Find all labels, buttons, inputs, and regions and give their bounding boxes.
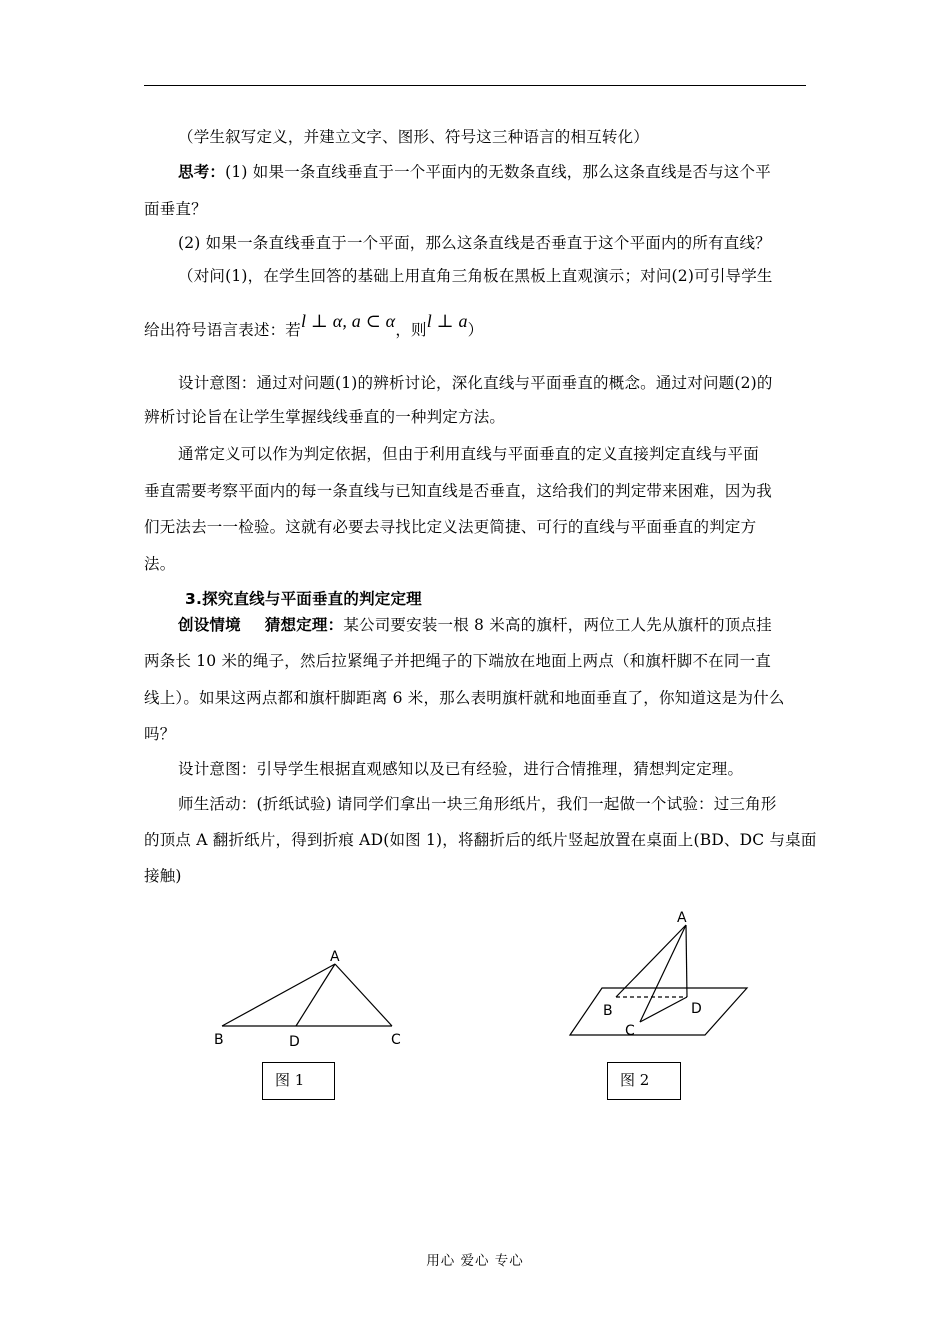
paragraph-scenario [178, 615, 840, 635]
page-footer: 用心 爱心 专心 [426, 1253, 524, 1269]
label-a: A [677, 910, 687, 926]
section-heading: 3.探究直线与平面垂直的判定定理 [185, 590, 422, 608]
label-b: B [603, 1003, 613, 1019]
label-c: C [625, 1023, 635, 1039]
label-d: D [289, 1034, 300, 1050]
paragraph-think-q1 [178, 162, 840, 182]
edge-ac [335, 964, 392, 1026]
edge-ab [222, 964, 335, 1026]
figure-2-folded-triangle [560, 905, 760, 1045]
paragraph-design-intent-1-cont: 辨析讨论旨在让学生掌握线线垂直的一种判定方法。 [144, 408, 506, 426]
paragraph-think-q1-cont: 面垂直？ [144, 200, 207, 218]
figure-1-caption: 图 1 [275, 1071, 305, 1089]
symbolic-prefix: 给出符号语言表述：若 [144, 321, 302, 339]
math-condition: l ⊥ α, a ⊂ α [301, 311, 396, 331]
figure-1-caption-box [262, 1062, 335, 1100]
paragraph-teacher-note: （对问(1)，在学生回答的基础上用直角三角板在黑板上直观演示；对问(2)可引导学生 [178, 267, 773, 285]
scenario-text: 某公司要安装一根 8 米高的旗杆，两位工人先从旗杆的顶点挂 [343, 616, 772, 634]
paragraph-symbolic-statement [144, 311, 806, 340]
paragraph-student-definition: （学生叙写定义，并建立文字、图形、符号这三种语言的相互转化） [178, 128, 650, 146]
edge-ab [616, 925, 686, 997]
paragraph-definition-reasoning: 通常定义可以作为判定依据，但由于利用直线与平面垂直的定义直接判定直线与平面 [178, 445, 759, 463]
figure-2-caption: 图 2 [620, 1071, 650, 1089]
label-b: B [214, 1032, 224, 1048]
figure-2-caption-box [607, 1062, 681, 1100]
paragraph-scenario-l4: 吗？ [144, 725, 176, 743]
edge-ac [640, 925, 686, 1022]
paragraph-definition-reasoning-l4: 法。 [144, 555, 176, 573]
edge-ad [686, 925, 687, 997]
label-d: D [691, 1001, 702, 1017]
paragraph-think-q2: (2) 如果一条直线垂直于一个平面，那么这条直线是否垂直于这个平面内的所有直线？ [178, 234, 771, 252]
edge-dc [640, 997, 687, 1022]
symbolic-suffix: ） [467, 321, 484, 339]
paragraph-scenario-l2: 两条长 10 米的绳子，然后拉紧绳子并把绳子的下端放在地面上两点（和旗杆脚不在同一直 [144, 652, 771, 670]
paragraph-definition-reasoning-l2: 垂直需要考察平面内的每一条直线与已知直线是否垂直，这给我们的判定带来困难，因为我 [144, 482, 773, 500]
think-label: 思考： [178, 162, 226, 181]
paragraph-activity-l3: 接触) [144, 867, 182, 885]
label-c: C [391, 1032, 401, 1048]
math-conclusion: l ⊥ a [426, 311, 468, 331]
scenario-label: 创设情境 [178, 615, 241, 634]
paragraph-definition-reasoning-l3: 们无法去一一检验。这就有必要去寻找比定义法更简捷、可行的直线与平面垂直的判定方 [144, 518, 757, 536]
paragraph-scenario-l3: 线上）。如果这两点都和旗杆脚距离 6 米，那么表明旗杆就和地面垂直了，你知道这是为什么 [144, 689, 785, 707]
label-a: A [330, 949, 340, 965]
paragraph-activity-l2: 的顶点 A 翻折纸片，得到折痕 AD(如图 1)，将翻折后的纸片竖起放置在桌面上(BD、DC 与桌面 [144, 831, 817, 849]
paragraph-design-intent-2: 设计意图：引导学生根据直观感知以及已有经验，进行合情推理，猜想判定定理。 [178, 760, 744, 778]
figure-1-triangle [200, 940, 420, 1050]
symbolic-mid: ，则 [395, 321, 427, 339]
paragraph-activity: 师生活动：(折纸试验) 请同学们拿出一块三角形纸片，我们一起做一个试验：过三角形 [178, 795, 777, 813]
conjecture-label: 猜想定理： [264, 615, 344, 634]
think-q1-text: (1) 如果一条直线垂直于一个平面内的无数条直线，那么这条直线是否与这个平 [225, 163, 771, 181]
fold-ad [296, 964, 335, 1026]
header-rule [144, 85, 806, 86]
paragraph-design-intent-1: 设计意图：通过对问题(1)的辨析讨论，深化直线与平面垂直的概念。通过对问题(2)的 [178, 374, 773, 392]
